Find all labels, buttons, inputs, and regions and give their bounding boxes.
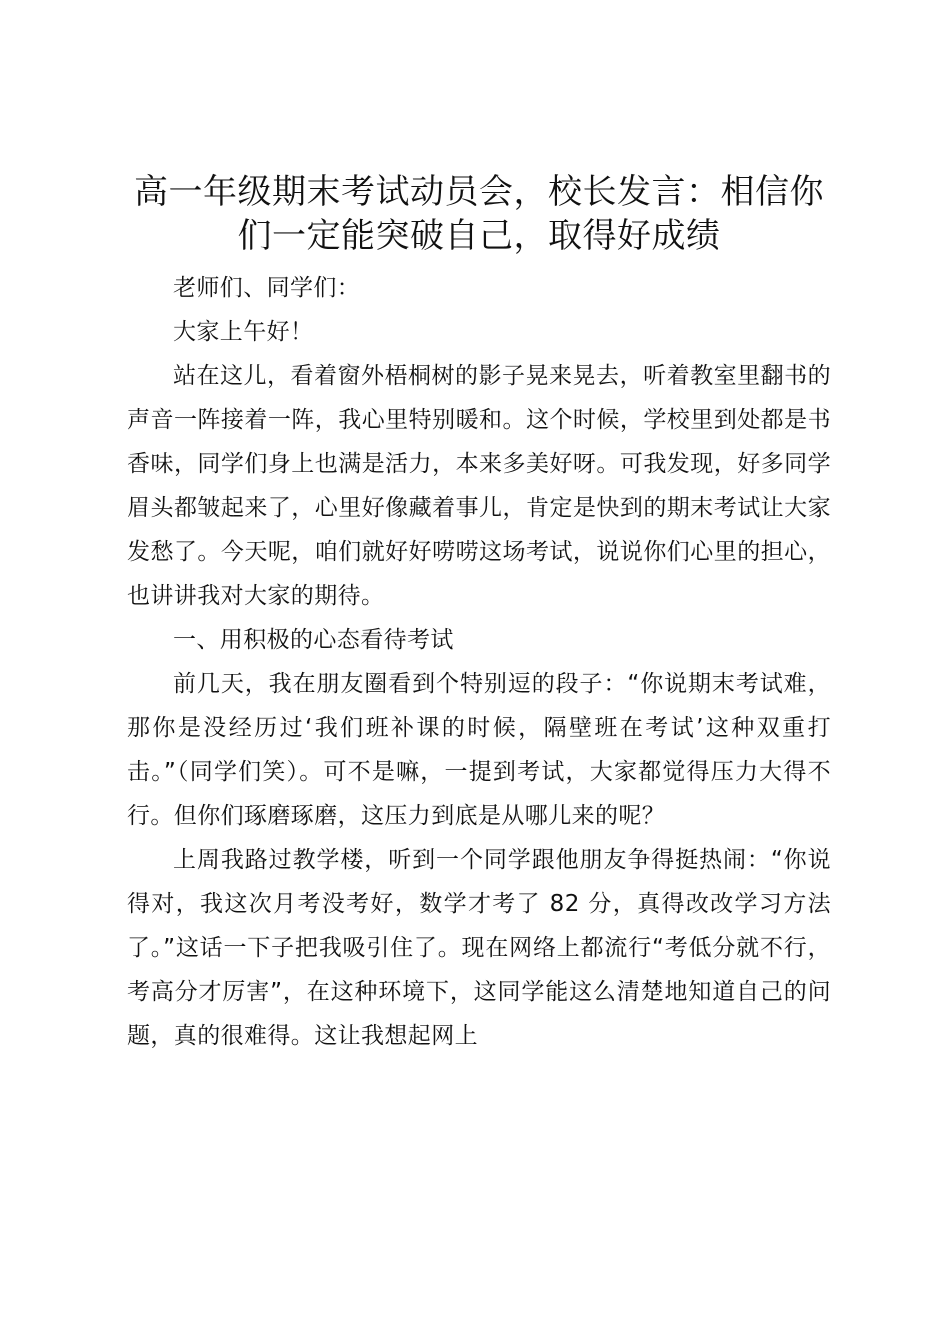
document-page <box>127 170 831 1058</box>
salutation-paragraph: 大家上午好！ <box>173 319 314 345</box>
document-body <box>127 266 831 1058</box>
body-paragraph: 前几天，我在朋友圈看到个特别逗的段子：“你说期末考试难，那你是没经历过‘我们班补课的时候，隔壁班在考试’这种双重打击。”（同学们笑）。可不是嘛，一提到考试，大家都觉得压力大得不行。但你们琢磨琢磨，这压力到底是从哪儿来的呢？ <box>127 671 831 829</box>
body-paragraph: 上周我路过教学楼，听到一个同学跟他朋友争得挺热闹：“你说得对，我这次月考没考好，数学才考了 82 分，真得改改学习方法了。”这话一下子把我吸引住了。现在网络上都流行“考低分就不行，考高分才厉害”，在这种环境下，这同学能这么清楚地知道自己的问题，真的很难得。这让我想起网上 <box>127 847 831 1049</box>
intro-paragraph: 站在这儿，看着窗外梧桐树的影子晃来晃去，听着教室里翻书的声音一阵接着一阵，我心里特别暖和。这个时候，学校里到处都是书香味，同学们身上也满是活力，本来多美好呀。可我发现，好多同学眉头都皱起来了，心里好像藏着事儿，肯定是快到的期末考试让大家发愁了。今天呢，咱们就好好唠唠这场考试，说说你们心里的担心，也讲讲我对大家的期待。 <box>127 363 831 609</box>
document-title: 高一年级期末考试动员会，校长发言：相信你们一定能突破自己，取得好成绩 <box>134 172 824 256</box>
greeting-paragraph: 老师们、同学们： <box>173 275 361 301</box>
section-heading: 一、用积极的心态看待考试 <box>173 627 454 653</box>
